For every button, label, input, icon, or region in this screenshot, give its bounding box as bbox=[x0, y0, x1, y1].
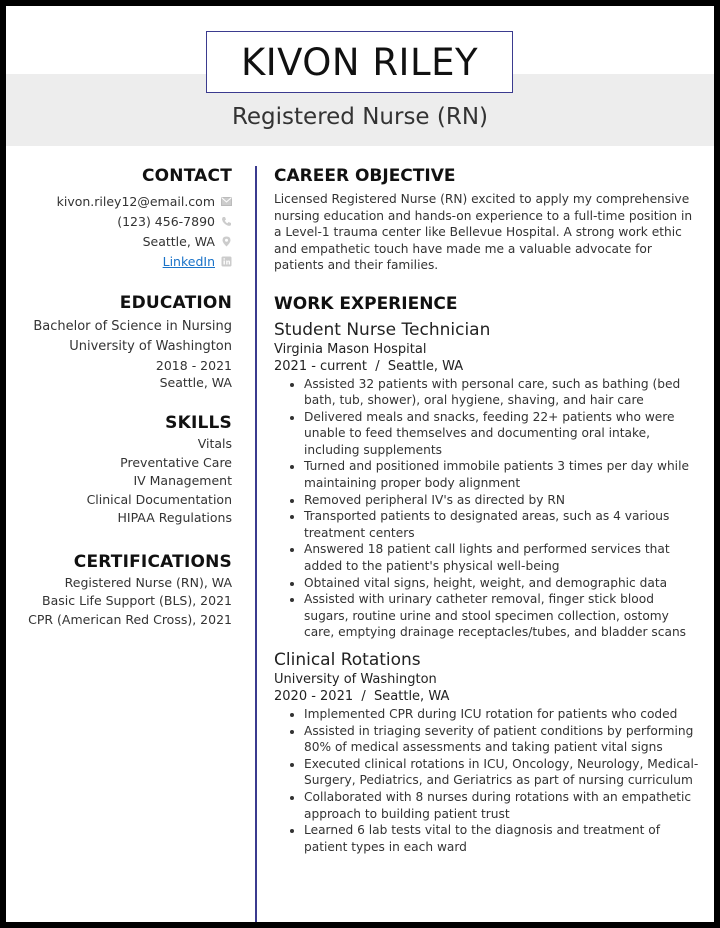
bullet-item: • Delivered meals and snacks, feeding 22+ patients who were unable to feed themselves and documenting oral intake, including supplements bbox=[304, 409, 699, 458]
education-degree: Bachelor of Science in Nursing bbox=[33, 319, 232, 334]
resume-page bbox=[6, 6, 714, 922]
certifications-list bbox=[16, 574, 232, 630]
contact-linkedin bbox=[16, 251, 232, 271]
education-school: University of Washington bbox=[69, 339, 232, 354]
phone-text[interactable]: (123) 456-7890 bbox=[117, 213, 215, 229]
left-column bbox=[16, 166, 232, 629]
education-location: Seattle, WA bbox=[159, 375, 232, 390]
bullet-item: • Answered 18 patient call lights and performed services that added to the patient's physical well-being bbox=[304, 541, 699, 574]
bullet-item: • Obtained vital signs, height, weight, and demographic data bbox=[304, 575, 699, 591]
map-pin-icon bbox=[221, 236, 232, 247]
objective-heading: CAREER OBJECTIVE bbox=[274, 166, 456, 186]
education-years: 2018 - 2021 bbox=[155, 358, 232, 373]
skill-item: HIPAA Regulations bbox=[117, 510, 232, 525]
phone-icon bbox=[221, 216, 232, 227]
name-box bbox=[206, 31, 513, 93]
experience-heading: WORK EXPERIENCE bbox=[274, 293, 458, 314]
bullet-item: • Learned 6 lab tests vital to the diagnosis and treatment of patient types in each ward bbox=[304, 822, 699, 855]
certification-item: Registered Nurse (RN), WA bbox=[64, 574, 232, 590]
linkedin-link[interactable]: LinkedIn bbox=[162, 253, 215, 269]
bullet-item: • Collaborated with 8 nurses during rotations with an empathetic approach to building patient trust bbox=[304, 789, 699, 822]
certifications-heading: CERTIFICATIONS bbox=[73, 551, 232, 572]
certification-item: Basic Life Support (BLS), 2021 bbox=[42, 593, 232, 608]
job-bullets bbox=[274, 706, 699, 855]
bullet-item: • Assisted in triaging severity of patient conditions by performing 80% of medical assessments and taking patient vital signs bbox=[304, 723, 699, 756]
bullet-item: • Implemented CPR during ICU rotation for patients who coded bbox=[304, 706, 699, 722]
job-title: Clinical Rotations bbox=[274, 650, 421, 671]
skill-item: Preventative Care bbox=[120, 454, 232, 470]
bullet-item: • Removed peripheral IV's as directed by RN bbox=[304, 492, 699, 508]
candidate-role: Registered Nurse (RN) bbox=[231, 104, 489, 130]
linkedin-icon bbox=[221, 256, 232, 267]
skill-item: Vitals bbox=[197, 436, 232, 451]
bullet-item: • Transported patients to designated areas, such as 4 various treatment centers bbox=[304, 508, 699, 541]
contact-heading: CONTACT bbox=[141, 166, 232, 186]
job-bullets bbox=[274, 376, 699, 640]
envelope-icon bbox=[221, 196, 232, 207]
contact-phone bbox=[16, 211, 232, 231]
right-column bbox=[274, 166, 699, 855]
education-heading: EDUCATION bbox=[119, 293, 232, 313]
bullet-item: • Assisted 32 patients with personal care, such as bathing (bed bath, tub, shower), oral hygiene, shaving, and hair care bbox=[304, 376, 699, 409]
job-organization: Virginia Mason Hospital bbox=[274, 341, 427, 357]
bullet-item: • Assisted with urinary catheter removal, finger stick blood sugars, routine urine and stool specimen collection, ostomy care, emptying drainage receptacles/tubes, and bladder scans bbox=[304, 591, 699, 640]
skill-item: IV Management bbox=[133, 473, 232, 488]
job-entry bbox=[274, 320, 699, 640]
skill-item: Clinical Documentation bbox=[86, 491, 232, 507]
email-text[interactable]: kivon.riley12@email.com bbox=[56, 193, 215, 209]
location-text: Seattle, WA bbox=[142, 233, 215, 249]
skills-list bbox=[16, 435, 232, 528]
bullet-item: • Executed clinical rotations in ICU, Oncology, Neurology, Medical-Surgery, Pediatrics, and Geriatrics as part of nursing curriculum bbox=[304, 756, 699, 789]
contact-email bbox=[16, 191, 232, 211]
job-dates: 2021 - current / Seattle, WA bbox=[274, 358, 464, 374]
column-divider bbox=[255, 166, 257, 922]
education-block bbox=[16, 317, 232, 391]
job-organization: University of Washington bbox=[274, 672, 437, 688]
job-entry bbox=[274, 650, 699, 855]
certification-item: CPR (American Red Cross), 2021 bbox=[28, 611, 232, 627]
job-dates: 2020 - 2021 / Seattle, WA bbox=[274, 689, 450, 705]
job-title: Student Nurse Technician bbox=[274, 319, 491, 340]
bullet-item: • Turned and positioned immobile patients 3 times per day while maintaining proper body alignment bbox=[304, 458, 699, 491]
candidate-name: KIVON RILEY bbox=[240, 40, 479, 84]
objective-text: Licensed Registered Nurse (RN) excited to apply my comprehensive nursing education and hands-on experience to a full-time position in a Level-1 trauma center like Bellevue Hospital. A strong work ethic and empathetic touch have made me a valuable advocate for patients and their families. bbox=[274, 192, 693, 273]
skills-heading: SKILLS bbox=[165, 413, 232, 433]
contact-location bbox=[16, 231, 232, 251]
